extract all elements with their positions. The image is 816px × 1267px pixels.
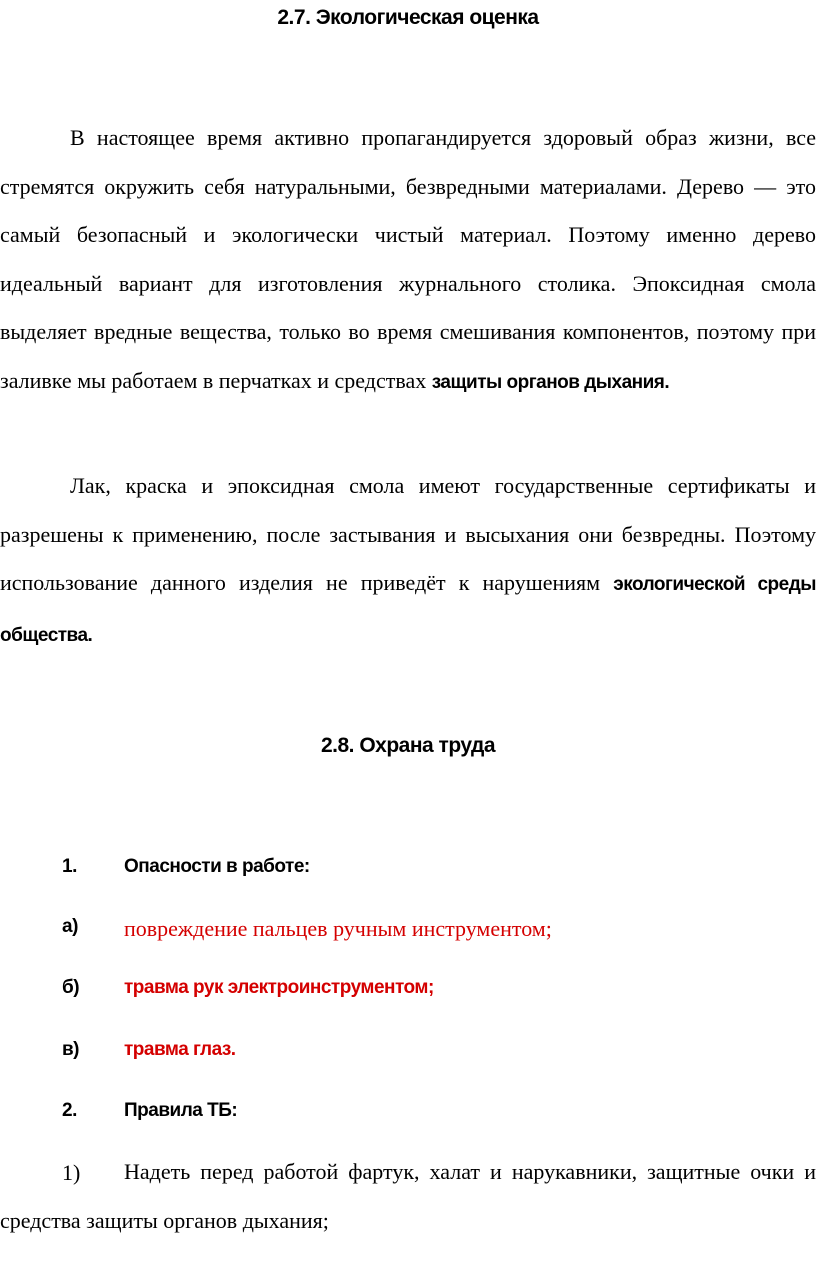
list-item [0,916,816,956]
ecology-paragraph-1 [0,114,816,407]
section-heading-safety: 2.8. Охрана труда [320,734,496,757]
ecology-paragraph-2-bold: экологической среды общества. [0,574,816,646]
list-item [0,1039,816,1079]
list-item [0,977,816,1017]
list-item-text: травма глаз. [124,1039,236,1060]
rule-text: Надеть перед работой фартук, халат и нарукавники, защитные очки и средства защиты органов дыхания; [0,1159,816,1233]
list-marker: а) [62,916,78,937]
ecology-paragraph-1-bold: защиты органов дыхания. [431,371,670,393]
list-marker: 2. [62,1100,77,1121]
list-item-text: Опасности в работе: [124,856,310,877]
ecology-paragraph-1-text: В настоящее время активно пропагандируется здоровый образ жизни, все стремятся окружить себя натуральными, безвредными материалами. Дерево — это самый безопасный и экологически чистый материал. Поэтому именно дерево идеальный вариант для изготовления журнального столика. Эпоксидная смола выделяет вредные вещества, только во время смешивания компонентов, поэтому при заливке мы работаем в перчатках и средствах [0,125,816,393]
list-marker: в) [62,1039,80,1060]
ecology-paragraph-2-text: Лак, краска и эпоксидная смола имеют государственные сертификаты и разрешены к применению, после застывания и высыхания они безвредны. Поэтому использование данного изделия не приведёт к нарушениям [0,473,816,595]
list-marker: 1. [62,856,77,877]
list-item-text: Правила ТБ: [124,1100,238,1121]
ecology-paragraph-2 [0,462,816,660]
rule-marker: 1) [62,1160,81,1185]
section-heading-ecology: 2.7. Экологическая оценка [277,6,539,29]
list-marker: б) [62,977,80,998]
list-item [0,856,816,896]
list-item-text: повреждение пальцев ручным инструментом; [124,916,552,941]
list-item [0,1100,816,1140]
list-item-text: травма рук электроинструментом; [124,977,434,998]
